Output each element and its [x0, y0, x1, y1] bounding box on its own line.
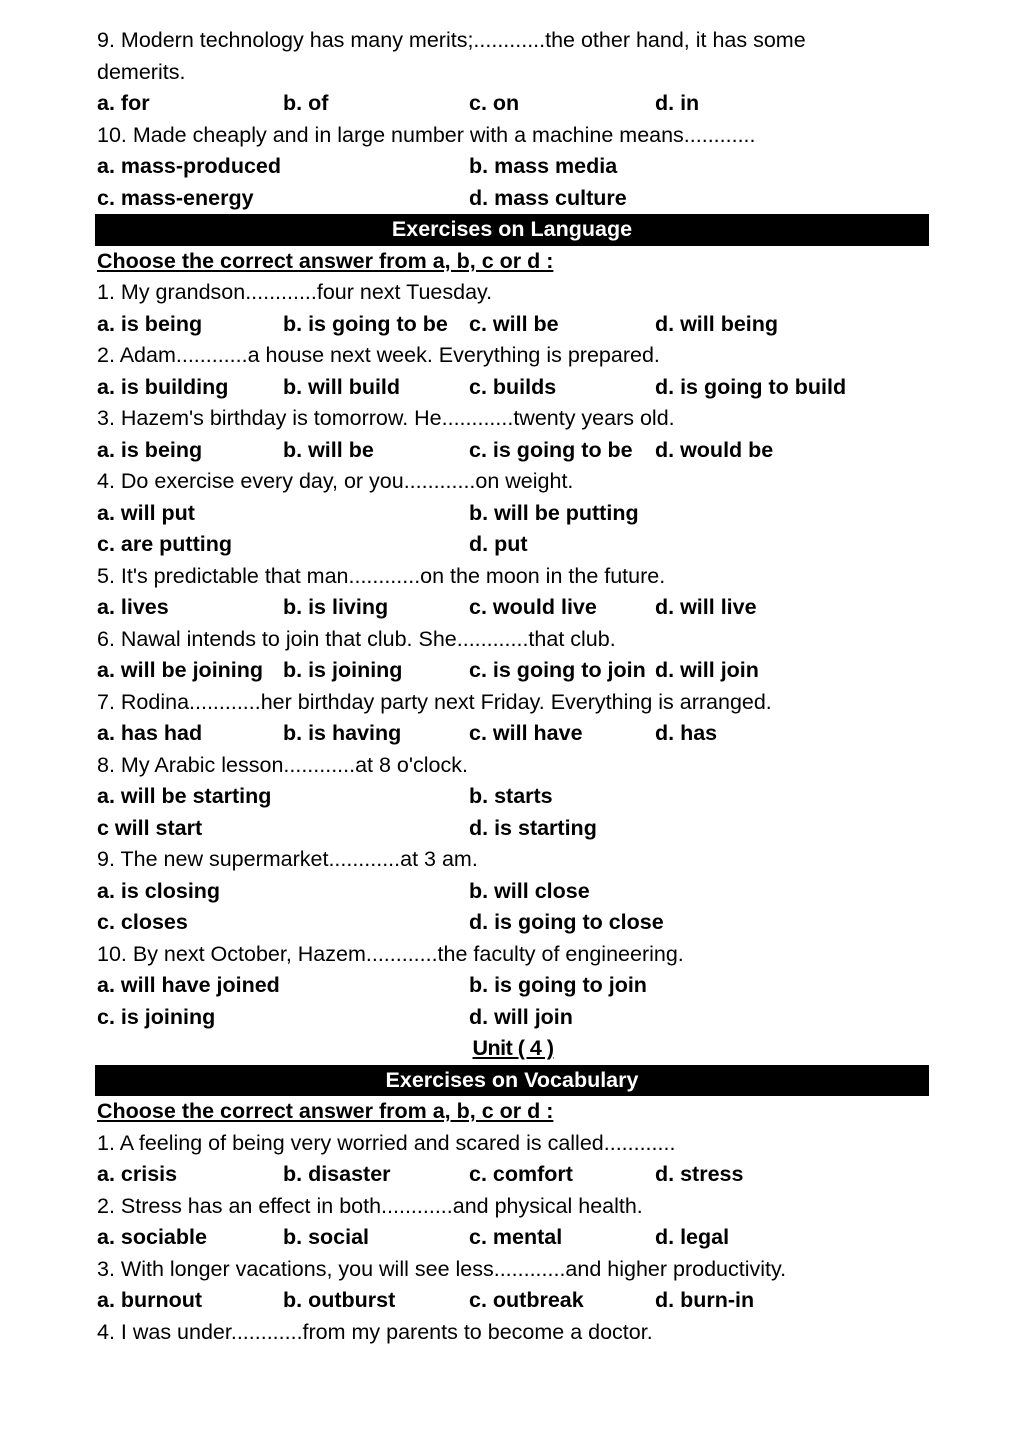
answer-option: d. will being: [655, 311, 779, 336]
options-row: [97, 1159, 929, 1191]
section-instruction: Choose the correct answer from a, b, c or d :: [97, 1099, 554, 1123]
answer-option: d. put: [469, 532, 528, 556]
question-stem: 2. Adam............a house next week. Everything is prepared.: [97, 343, 660, 367]
answer-option: c. are putting: [97, 532, 232, 556]
question-stem: 3. With longer vacations, you will see less............and higher productivity.: [97, 1256, 787, 1281]
options-row: [97, 183, 929, 215]
question-stem: 3. Hazem's birthday is tomorrow. He............twenty years old.: [97, 406, 675, 430]
answer-option: d. will live: [655, 595, 757, 619]
answer-option: b. disaster: [283, 1162, 391, 1186]
options-row: [97, 907, 929, 939]
answer-option: d. would be: [655, 437, 774, 462]
answer-option: d. has: [655, 721, 718, 745]
question-block: [97, 687, 929, 750]
answer-option: b. will close: [469, 878, 590, 903]
options-row: [97, 655, 929, 687]
answer-option: a. is closing: [97, 878, 221, 903]
question-block: [97, 277, 929, 340]
question-block: [97, 1128, 929, 1191]
answer-option: d. stress: [655, 1162, 744, 1186]
question-stem: 1. A feeling of being very worried and scared is called............: [97, 1130, 676, 1155]
answer-option: a. will have joined: [97, 973, 280, 997]
question-block: [97, 403, 929, 466]
question-block: [97, 624, 929, 687]
question-stem: 4. I was under............from my parents to become a doctor.: [97, 1319, 653, 1344]
answer-option: a. mass-produced: [97, 154, 281, 178]
answer-option: c. will have: [469, 721, 583, 745]
section-banner-vocabulary: Exercises on Vocabulary: [95, 1065, 929, 1097]
answer-option: c. mass-energy: [97, 185, 254, 210]
answer-option: a. is being: [97, 437, 203, 462]
question-block: [97, 25, 929, 120]
options-row: [97, 970, 929, 1002]
question-stem: 6. Nawal intends to join that club. She............that club.: [97, 626, 616, 651]
question-stem: 5. It's predictable that man............on the moon in the future.: [97, 563, 666, 588]
answer-option: a. is building: [97, 374, 229, 399]
answer-option: b. is going to join: [469, 973, 647, 997]
answer-option: c. on: [469, 91, 520, 115]
options-row: [97, 309, 929, 341]
question-stem: 9. The new supermarket............at 3 am.: [97, 847, 478, 871]
answer-option: d. mass culture: [469, 185, 627, 210]
answer-option: c. is going to be: [469, 437, 633, 462]
question-stem: 10. Made cheaply and in large number with a machine means............: [97, 122, 756, 147]
options-row: [97, 813, 929, 845]
question-block: [97, 120, 929, 215]
worksheet-content: [97, 25, 929, 1348]
question-stem: 4. Do exercise every day, or you............on weight.: [97, 469, 574, 493]
answer-option: c. would live: [469, 595, 597, 619]
answer-option: c. closes: [97, 910, 188, 934]
answer-option: a. crisis: [97, 1162, 178, 1186]
options-row: [97, 592, 929, 624]
answer-option: a. is being: [97, 311, 203, 336]
options-row: [97, 151, 929, 183]
answer-option: d. will join: [469, 1004, 573, 1029]
section-instruction: Choose the correct answer from a, b, c or d :: [97, 248, 554, 273]
answer-option: d. burn-in: [655, 1288, 755, 1312]
answer-option: b. is having: [283, 721, 402, 745]
answer-option: c. outbreak: [469, 1288, 584, 1312]
answer-option: a. will put: [97, 500, 195, 525]
question-stem: 9. Modern technology has many merits;............the other hand, it has some: [97, 28, 806, 52]
question-block: [97, 1317, 929, 1349]
options-row: [97, 498, 929, 530]
options-row: [97, 781, 929, 813]
question-block: [97, 561, 929, 624]
answer-option: a. for: [97, 91, 150, 115]
question-stem: 1. My grandson............four next Tuesday.: [97, 280, 493, 304]
answer-option: d. is going to build: [655, 374, 847, 399]
answer-option: d. in: [655, 91, 700, 115]
answer-option: a. burnout: [97, 1288, 203, 1312]
question-stem: demerits.: [97, 59, 186, 84]
answer-option: d. legal: [655, 1225, 730, 1249]
answer-option: c. comfort: [469, 1162, 573, 1186]
question-block: [97, 1254, 929, 1317]
options-row: [97, 876, 929, 908]
answer-option: a. lives: [97, 595, 169, 619]
answer-option: a. will be joining: [97, 658, 264, 682]
unit-title: Unit ( 4 ): [472, 1036, 554, 1060]
answer-option: b. is living: [283, 595, 389, 619]
answer-option: b. of: [283, 91, 329, 115]
options-row: [97, 88, 929, 120]
answer-option: d. is starting: [469, 815, 597, 840]
answer-option: b. will build: [283, 374, 401, 399]
answer-option: c. is joining: [97, 1004, 216, 1029]
answer-option: d. is going to close: [469, 910, 664, 934]
answer-option: b. starts: [469, 784, 553, 808]
question-block: [97, 750, 929, 845]
options-row: [97, 1285, 929, 1317]
question-stem: 2. Stress has an effect in both............and physical health.: [97, 1193, 643, 1218]
question-stem: 7. Rodina............her birthday party next Friday. Everything is arranged.: [97, 689, 772, 714]
options-row: [97, 1002, 929, 1034]
section-banner-language: Exercises on Language: [95, 214, 929, 246]
options-row: [97, 1222, 929, 1254]
answer-option: c. is going to join: [469, 658, 646, 682]
answer-option: b. is going to be: [283, 311, 448, 336]
answer-option: a. will be starting: [97, 784, 272, 808]
answer-option: c. builds: [469, 374, 557, 399]
answer-option: c. mental: [469, 1225, 563, 1249]
options-row: [97, 718, 929, 750]
question-block: [97, 1191, 929, 1254]
question-block: [97, 466, 929, 561]
question-block: [97, 340, 929, 403]
answer-option: b. will be: [283, 437, 374, 462]
options-row: [97, 435, 929, 467]
answer-option: c. will be: [469, 311, 559, 336]
answer-option: b. will be putting: [469, 500, 639, 525]
answer-option: b. is joining: [283, 658, 403, 682]
question-stem: 10. By next October, Hazem............the faculty of engineering.: [97, 941, 684, 966]
answer-option: b. social: [283, 1225, 370, 1249]
answer-option: b. mass media: [469, 154, 618, 178]
question-stem: 8. My Arabic lesson............at 8 o'clock.: [97, 752, 468, 777]
options-row: [97, 372, 929, 404]
answer-option: d. will join: [655, 658, 759, 682]
answer-option: a. has had: [97, 721, 203, 745]
answer-option: c will start: [97, 815, 203, 840]
question-block: [97, 844, 929, 939]
answer-option: b. outburst: [283, 1288, 396, 1312]
options-row: [97, 529, 929, 561]
question-block: [97, 939, 929, 1034]
answer-option: a. sociable: [97, 1225, 207, 1249]
